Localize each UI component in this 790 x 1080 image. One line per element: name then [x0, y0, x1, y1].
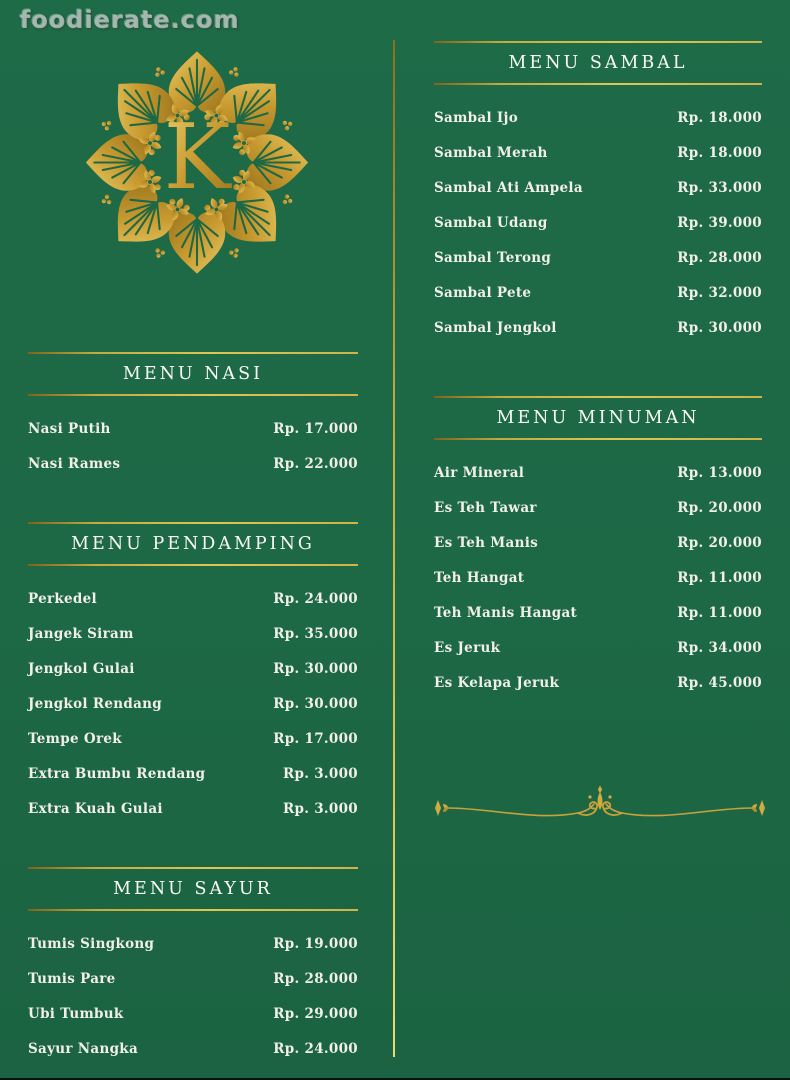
menu-item [28, 411, 358, 446]
item-list [434, 440, 762, 700]
item-name: Teh Manis Hangat [434, 604, 578, 621]
section-title: MENU PENDAMPING [71, 534, 315, 554]
menu-item [434, 525, 762, 560]
item-price: Rp. 30.000 [273, 695, 358, 712]
item-price: Rp. 34.000 [677, 639, 762, 656]
item-list [28, 911, 358, 1066]
logo-monogram-k: K [163, 105, 231, 210]
menu-item [28, 756, 358, 791]
item-name: Tumis Singkong [28, 935, 155, 952]
menu-item [28, 791, 358, 826]
item-name: Sambal Ijo [434, 109, 518, 126]
menu-item [28, 721, 358, 756]
item-price: Rp. 18.000 [677, 109, 762, 126]
menu-item [434, 490, 762, 525]
menu-item [434, 455, 762, 490]
item-price: Rp. 3.000 [282, 800, 358, 817]
item-name: Sambal Pete [434, 284, 532, 301]
item-price: Rp. 17.000 [273, 730, 358, 747]
section-menu-sambal [434, 41, 762, 345]
item-name: Nasi Rames [28, 455, 121, 472]
watermark-text: foodierate.com [20, 6, 240, 34]
menu-item [28, 616, 358, 651]
flourish-divider-icon [430, 784, 770, 830]
gold-rule [28, 352, 358, 354]
menu-item [434, 595, 762, 630]
section-menu-nasi [28, 352, 358, 481]
item-price: Rp. 17.000 [273, 420, 358, 437]
section-title: MENU SAMBAL [508, 53, 688, 73]
item-price: Rp. 11.000 [677, 569, 762, 586]
section-title: MENU NASI [122, 364, 264, 384]
item-name: Perkedel [28, 590, 97, 607]
item-name: Sambal Merah [434, 144, 548, 161]
item-price: Rp. 28.000 [273, 970, 358, 987]
gold-rule [28, 867, 358, 869]
logo-mandala-icon [84, 40, 310, 285]
item-price: Rp. 35.000 [273, 625, 358, 642]
item-price: Rp. 18.000 [677, 144, 762, 161]
item-price: Rp. 3.000 [282, 765, 358, 782]
item-name: Teh Hangat [434, 569, 525, 586]
gold-rule [434, 41, 762, 43]
menu-item [434, 170, 762, 205]
item-price: Rp. 45.000 [677, 674, 762, 691]
gold-rule [28, 522, 358, 524]
item-price: Rp. 30.000 [677, 319, 762, 336]
item-list [28, 396, 358, 481]
item-name: Air Mineral [434, 464, 525, 481]
item-price: Rp. 39.000 [677, 214, 762, 231]
item-name: Extra Kuah Gulai [28, 800, 163, 817]
menu-item [434, 310, 762, 345]
menu-item [434, 275, 762, 310]
section-title: MENU MINUMAN [496, 408, 700, 428]
gold-rule [434, 396, 762, 398]
item-name: Nasi Putih [28, 420, 111, 437]
item-price: Rp. 19.000 [273, 935, 358, 952]
menu-item [434, 665, 762, 700]
item-name: Es Teh Tawar [434, 499, 537, 516]
item-name: Sayur Nangka [28, 1040, 139, 1057]
center-divider-line [393, 40, 395, 1057]
item-price: Rp. 11.000 [677, 604, 762, 621]
item-name: Jengkol Rendang [28, 695, 162, 712]
menu-item [434, 135, 762, 170]
menu-item [28, 651, 358, 686]
item-price: Rp. 22.000 [273, 455, 358, 472]
item-price: Rp. 24.000 [273, 590, 358, 607]
menu-item [28, 581, 358, 616]
menu-item [28, 996, 358, 1031]
section-title: MENU SAYUR [113, 879, 273, 899]
item-name: Es Jeruk [434, 639, 501, 656]
item-price: Rp. 33.000 [677, 179, 762, 196]
section-menu-pendamping [28, 522, 358, 826]
item-list [28, 566, 358, 826]
menu-item [434, 630, 762, 665]
menu-item [28, 446, 358, 481]
item-name: Tempe Orek [28, 730, 122, 747]
item-price: Rp. 29.000 [273, 1005, 358, 1022]
item-name: Jengkol Gulai [28, 660, 135, 677]
menu-item [434, 205, 762, 240]
item-name: Sambal Udang [434, 214, 548, 231]
item-list [434, 85, 762, 345]
menu-item [28, 686, 358, 721]
item-name: Tumis Pare [28, 970, 116, 987]
menu-item [28, 961, 358, 996]
item-name: Es Kelapa Jeruk [434, 674, 560, 691]
menu-item [28, 1031, 358, 1066]
item-price: Rp. 30.000 [273, 660, 358, 677]
item-name: Es Teh Manis [434, 534, 539, 551]
menu-item [434, 560, 762, 595]
item-price: Rp. 32.000 [677, 284, 762, 301]
item-price: Rp. 13.000 [677, 464, 762, 481]
item-name: Sambal Jengkol [434, 319, 557, 336]
item-name: Extra Bumbu Rendang [28, 765, 206, 782]
item-price: Rp. 24.000 [273, 1040, 358, 1057]
menu-item [434, 240, 762, 275]
menu-item [434, 100, 762, 135]
item-price: Rp. 28.000 [677, 249, 762, 266]
item-name: Jangek Siram [28, 625, 134, 642]
menu-item [28, 926, 358, 961]
section-menu-minuman [434, 396, 762, 700]
section-menu-sayur [28, 867, 358, 1066]
item-price: Rp. 20.000 [677, 499, 762, 516]
item-name: Sambal Terong [434, 249, 552, 266]
item-name: Ubi Tumbuk [28, 1005, 124, 1022]
item-price: Rp. 20.000 [677, 534, 762, 551]
item-name: Sambal Ati Ampela [434, 179, 583, 196]
